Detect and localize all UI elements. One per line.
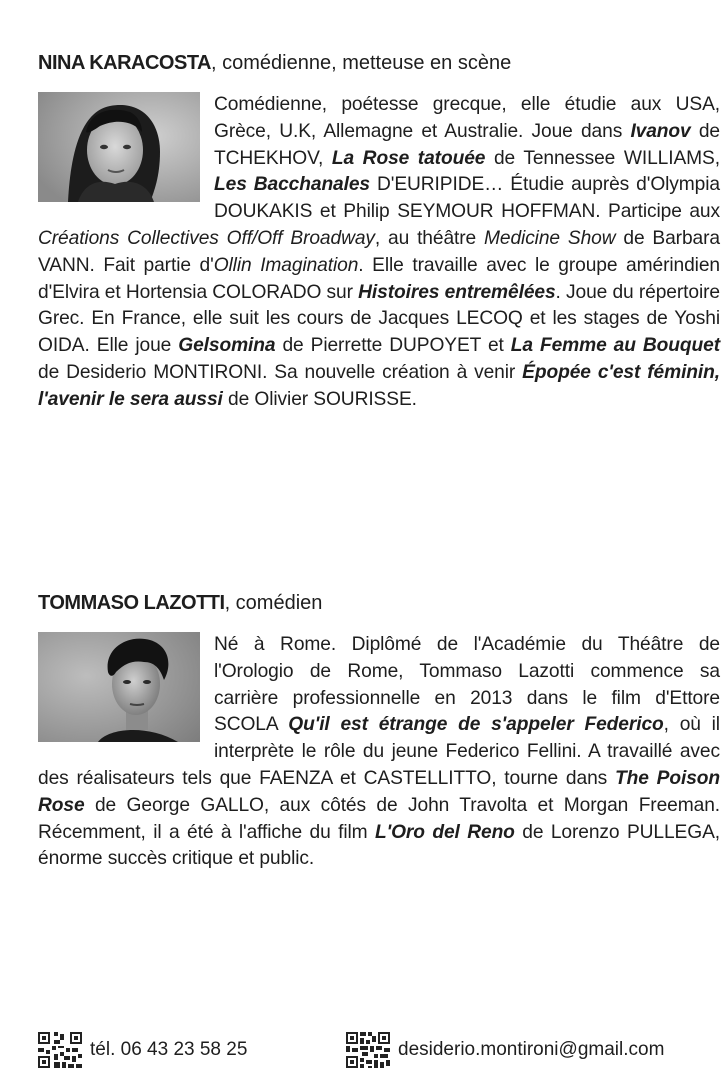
bio-run: , au théâtre — [374, 227, 484, 249]
italic-reference: Ollin Imagination — [213, 254, 359, 276]
bio-text — [38, 632, 720, 873]
qr-code-icon — [346, 1032, 390, 1068]
person-role: , comédien — [224, 592, 323, 614]
qr-code-icon — [38, 1032, 82, 1068]
bio-run: D'EURIPIDE… Étudie auprès d'Olympia DOUKAKIS et Philip SEYMOUR HOFFMAN. Participe aux — [214, 174, 720, 223]
bio-run: de TCHEKHOV, — [214, 120, 721, 169]
bio-run: . Joue du répertoire Grec. En France, elle suit les cours de Jacques LECOQ et les stages de Yoshi OIDA. Elle joue — [38, 281, 720, 357]
bio-heading — [38, 50, 720, 76]
person-name: TOMMASO LAZOTTI — [38, 592, 225, 614]
bio-run: de Olivier SOURISSE. — [222, 388, 417, 410]
phone-contact[interactable] — [38, 1032, 247, 1068]
portrait-photo-tommaso — [38, 632, 200, 742]
bio-heading — [38, 590, 720, 616]
email-address: desiderio.montironi@gmail.com — [398, 1039, 665, 1060]
bio-run: Né à Rome. Diplômé de l'Académie du Théâtre de l'Orologio de Rome, Tommaso Lazotti commence sa carrière professionnelle en 2013 dans le film d'Ettore SCOLA — [214, 634, 720, 736]
bio-run: de Tennessee WILLIAMS, — [485, 147, 720, 169]
work-title: La Femme au Bouquet — [510, 335, 720, 357]
bio-run: Comédienne, poétesse grecque, elle étudie aux USA, Grèce, U.K, Allemagne et Australie. Joue dans — [214, 94, 720, 142]
work-title: Ivanov — [630, 120, 691, 142]
email-contact[interactable] — [346, 1032, 664, 1068]
person-role: , comédienne, metteuse en scène — [211, 52, 512, 74]
bio-run: de Desiderio MONTIRONI. Sa nouvelle création à venir — [38, 361, 523, 383]
contact-footer — [38, 1032, 726, 1072]
work-title: Les Bacchanales — [214, 174, 371, 196]
bio-text — [38, 92, 720, 414]
italic-reference: Medicine Show — [484, 227, 616, 249]
italic-reference: Créations Collectives Off/Off Broadway — [38, 227, 375, 249]
work-title: La Rose tatouée — [331, 147, 486, 169]
portrait-photo-nina — [38, 92, 200, 202]
work-title: The Poison Rose — [38, 767, 721, 816]
work-title: L'Oro del Reno — [375, 821, 515, 843]
work-title: Gelsomina — [178, 335, 276, 357]
work-title: Histoires entremêlées — [358, 281, 556, 303]
work-title: Qu'il est étrange de s'appeler Federico — [288, 714, 664, 736]
work-title: Épopée c'est féminin, l'avenir le sera aussi — [38, 361, 720, 410]
person-name: NINA KARACOSTA — [38, 52, 211, 74]
bio-run: , où il interprète le rôle du jeune Federico Fellini. A travaillé avec des réalisateurs tels que FAENZA et CASTELLITTO, tourne dans — [38, 714, 720, 789]
bio-section-nina — [38, 50, 720, 414]
bio-section-tommaso — [38, 590, 720, 873]
bio-run: de George GALLO, aux côtés de John Travolta et Morgan Freeman. Récemment, il a été à l'affiche du film — [38, 794, 720, 843]
bio-run: de Barbara VANN. Fait partie d' — [38, 227, 720, 276]
phone-number: tél. 06 43 23 58 25 — [90, 1039, 248, 1060]
bio-run: . Elle travaille avec le groupe amérindien d'Elvira et Hortensia COLORADO sur — [38, 254, 720, 303]
bio-run: de Pierrette DUPOYET et — [275, 335, 511, 357]
bio-run: de Lorenzo PULLEGA, énorme succès critique et public. — [38, 821, 720, 870]
